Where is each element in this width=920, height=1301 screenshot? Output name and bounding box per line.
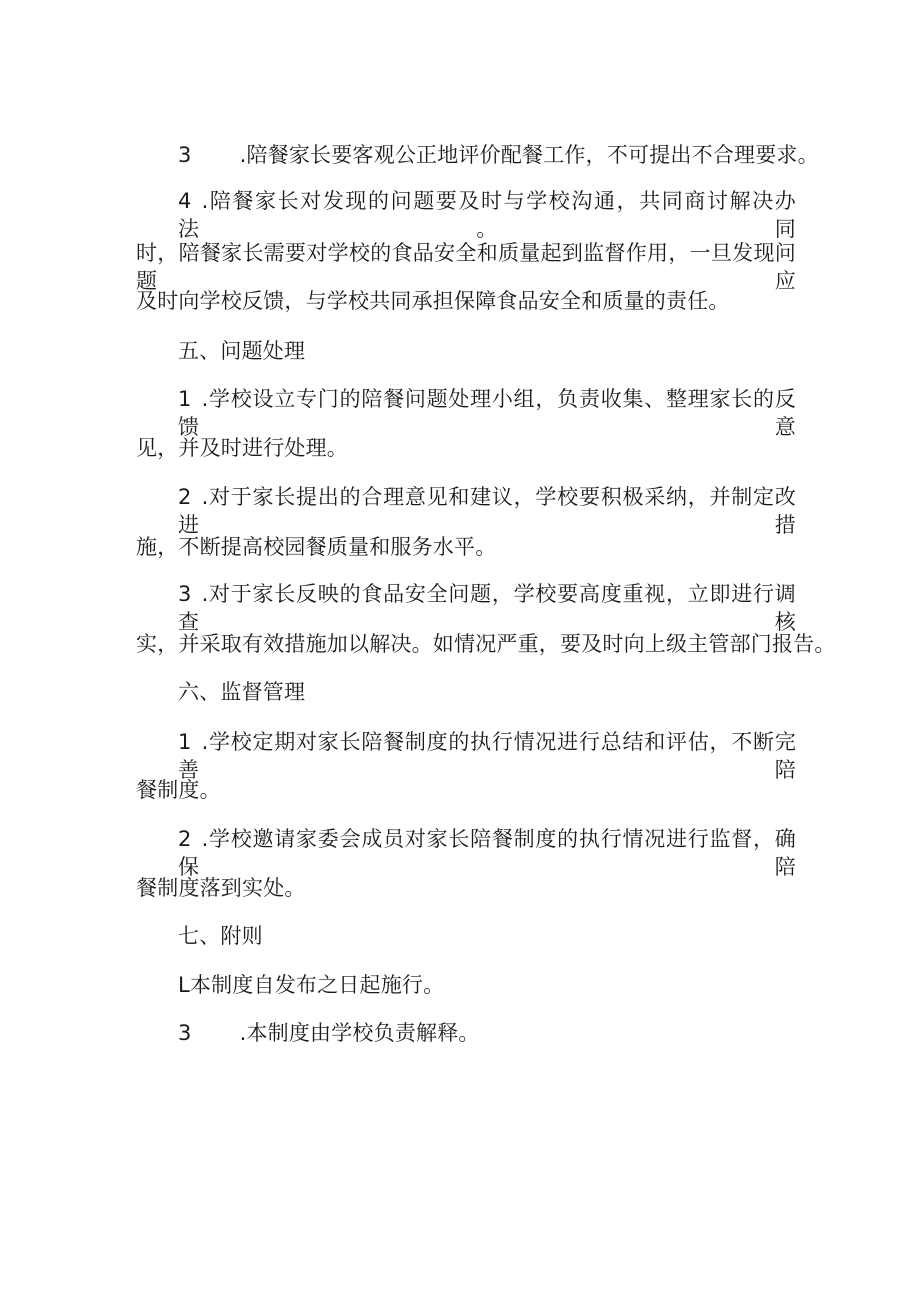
item-number: 4 [178, 189, 192, 213]
sec5-item3-line2: 实，并采取有效措施加以解决。如情况严重，要及时向上级主管部门报告。 [136, 632, 836, 656]
item-number: 3 [178, 1021, 192, 1045]
sec4-item4-line2: 时，陪餐家长需要对学校的食品安全和质量起到监督作用，一旦发现问题应 [136, 241, 796, 293]
sec5-item3-line1 [178, 580, 796, 636]
sec4-item4-line1 [178, 187, 796, 243]
sec7-item1: L本制度自发布之日起施行。 [178, 973, 445, 997]
sec5-item2-line1 [178, 483, 796, 539]
sec6-item2-line2: 餐制度落到实处。 [136, 876, 306, 900]
item-text: .学校定期对家长陪餐制度的执行情况进行总结和评估，不断完善陪 [178, 730, 796, 782]
sec4-item4-line3: 及时向学校反馈，与学校共同承担保障食品安全和质量的责任。 [136, 289, 730, 313]
sec6-item1-line2: 餐制度。 [136, 778, 221, 802]
item-text: .学校设立专门的陪餐问题处理小组，负责收集、整理家长的反馈意 [178, 387, 796, 439]
item-number: 2 [178, 485, 192, 509]
item-text: .本制度由学校负责解释。 [239, 1021, 480, 1045]
sec6-item2-line1 [178, 825, 796, 881]
section-heading-7: 七、附则 [178, 924, 263, 948]
item-number: 2 [178, 827, 192, 851]
section-heading-6: 六、监督管理 [178, 680, 306, 704]
item-number: 1 [178, 730, 192, 754]
item-text: .学校邀请家委会成员对家长陪餐制度的执行情况进行监督，确保陪 [178, 827, 796, 879]
item-text: .对于家长提出的合理意见和建议，学校要积极采纳，并制定改进措 [178, 485, 796, 537]
sec4-item3 [178, 141, 819, 169]
sec7-item3 [178, 1019, 796, 1047]
item-number: 3 [178, 582, 192, 606]
item-text: .对于家长反映的食品安全问题，学校要高度重视，立即进行调查核 [178, 582, 796, 634]
sec5-item2-line2: 施，不断提高校园餐质量和服务水平。 [136, 535, 497, 559]
section-heading-5: 五、问题处理 [178, 339, 306, 363]
sec5-item1-line2: 见，并及时进行处理。 [136, 436, 348, 460]
item-text: .陪餐家长要客观公正地评价配餐工作，不可提出不合理要求。 [239, 143, 819, 167]
item-number: 1 [178, 387, 192, 411]
item-text: .陪餐家长对发现的问题要及时与学校沟通，共同商讨解决办法。同 [178, 189, 796, 241]
sec5-item1-line1 [178, 385, 796, 441]
item-number: 3 [178, 143, 192, 167]
